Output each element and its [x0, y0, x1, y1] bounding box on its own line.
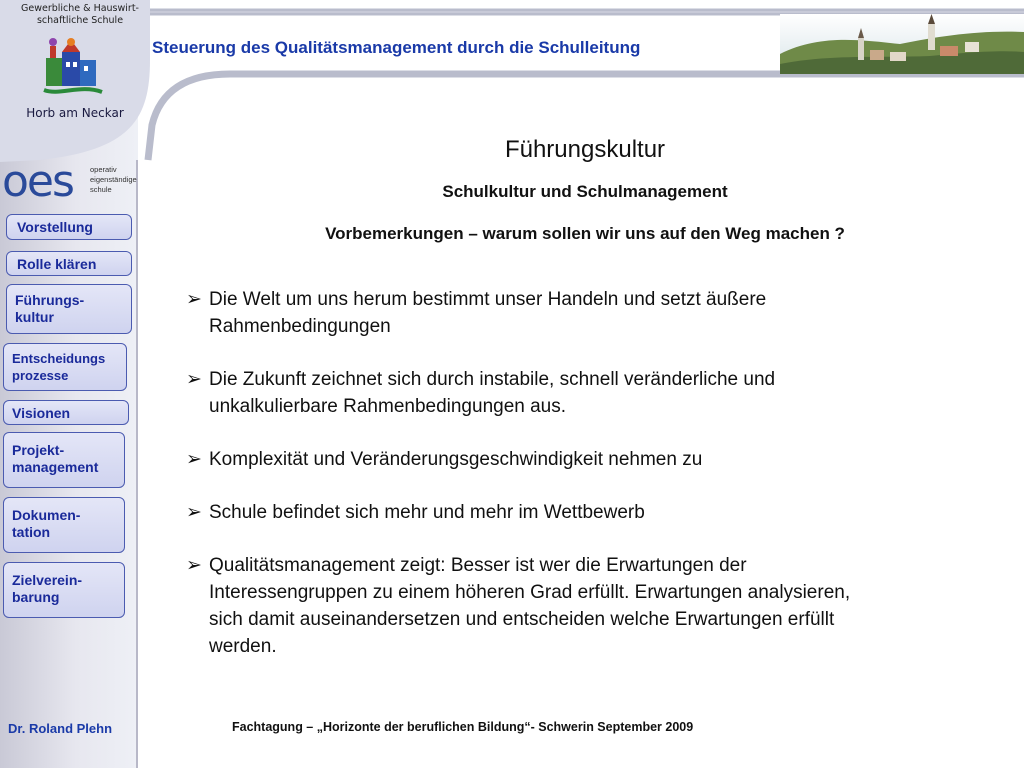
nav-projektmanagement[interactable]: Projekt- management [3, 432, 125, 488]
slide-subtitle: Schulkultur und Schulmanagement [442, 182, 728, 201]
bullet-item: ➢ Schule befindet sich mehr und mehr im Wettbewerb [186, 499, 986, 526]
bullet-item: ➢ Komplexität und Veränderungsgeschwindigkeit nehmen zu [186, 446, 986, 473]
bullet-item: ➢ Die Welt um uns herum bestimmt unser Handeln und setzt äußere Rahmenbedingungen [186, 286, 986, 340]
town-photo [780, 14, 1024, 74]
slide-intro: Vorbemerkungen – warum sollen wir uns auf den Weg machen ? [325, 224, 845, 243]
bullet-item: ➢ Die Zukunft zeichnet sich durch instabile, schnell veränderliche und unkalkulierbare Rahmenbedingungen aus. [186, 366, 986, 420]
school-logo-icon [40, 32, 110, 102]
arrow-bullet-icon: ➢ [186, 369, 202, 390]
bullet-item: ➢ Qualitätsmanagement zeigt: Besser ist wer die Erwartungen der Interessengruppen zu einem höheren Grad erfüllt. Erwartungen analysieren, sich damit auseinandersetzen und entscheiden welche Erwartungen erfüllt werden. [186, 552, 986, 660]
arrow-bullet-icon: ➢ [186, 289, 202, 310]
header-title: Steuerung des Qualitätsmanagement durch die Schulleitung [152, 38, 641, 57]
nav-visionen[interactable]: Visionen [3, 400, 129, 425]
nav-entscheidungsprozesse[interactable]: Entscheidungs prozesse [3, 343, 127, 391]
slide-title: Führungskultur [504, 136, 666, 163]
nav-vorstellung[interactable]: Vorstellung [6, 214, 132, 240]
school-name: Gewerbliche & Hauswirt- schaftliche Schule [21, 3, 139, 26]
nav-fuehrungskultur[interactable]: Führungs- kultur [6, 284, 132, 334]
footer-event: Fachtagung – „Horizonte der beruflichen Bildung“- Schwerin September 2009 [232, 720, 694, 734]
oes-logo: oes [2, 156, 73, 207]
school-place: Horb am Neckar [26, 106, 124, 120]
nav-zielvereinbarung[interactable]: Zielverein- barung [3, 562, 125, 618]
arrow-bullet-icon: ➢ [186, 555, 202, 576]
bullet-list [186, 286, 986, 686]
nav-rolle-klaeren[interactable]: Rolle klären [6, 251, 132, 276]
arrow-bullet-icon: ➢ [186, 449, 202, 470]
oes-tagline: operativ eigenständige schule [90, 165, 137, 194]
sidebar-divider [136, 160, 138, 768]
arrow-bullet-icon: ➢ [186, 502, 202, 523]
footer-author: Dr. Roland Plehn [8, 721, 113, 736]
nav-dokumentation[interactable]: Dokumen- tation [3, 497, 125, 553]
